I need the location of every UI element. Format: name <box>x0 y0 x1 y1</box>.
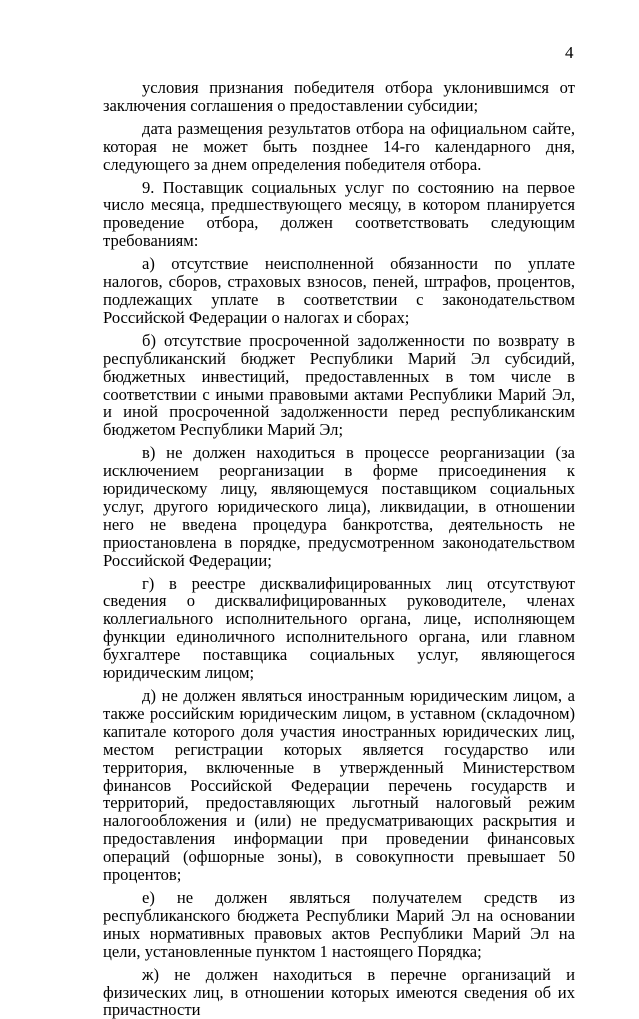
paragraph-b-debt: б) отсутствие просроченной задолженности по возврату в республиканский бюджет Республики Марий Эл субсидий, бюджетных инвестиций, предоставленных в том числе в соответствии с иными правовыми актами Республики Марий Эл, и иной просроченной задолженности перед республиканским бюджетом Республики Марий Эл; <box>103 330 575 440</box>
paragraph-9-requirements: 9. Поставщик социальных услуг по состоянию на первое число месяца, предшествующего месяцу, в котором планируется проведение отбора, должен соответствовать следующим требованиям: <box>103 177 575 251</box>
paragraph-winner-evasion: условия признания победителя отбора уклонившимся от заключения соглашения о предоставлении субсидии; <box>103 78 575 115</box>
page-number: 4 <box>565 43 574 62</box>
document-body <box>103 79 575 1019</box>
paragraph-g-disqualified: г) в реестре дисквалифицированных лиц отсутствуют сведения о дисквалифицированных руководителе, членах коллегиального исполнительного органа, лице, исполняющем функции единоличного исполнительного органа, или главном бухгалтере поставщика социальных услуг, являющегося юридическим лицом; <box>103 573 575 683</box>
paragraph-v-reorganization: в) не должен находиться в процессе реорганизации (за исключением реорганизации в форме присоединения к юридическому лицу, являющемуся поставщиком социальных услуг, другого юридического лица), ликвидации, в отношении него не введена процедура банкротства, деятельность не приостановлена в порядке, предусмотренном законодательством Российской Федерации; <box>103 443 575 570</box>
paragraph-e-recipient: е) не должен являться получателем средств из республиканского бюджета Республики Марий Эл на основании иных нормативных правовых актов Республики Марий Эл на цели, установленные пунктом 1 настоящего Порядка; <box>103 887 575 961</box>
paragraph-a-taxes: а) отсутствие неисполненной обязанности по уплате налогов, сборов, страховых взносов, пеней, штрафов, процентов, подлежащих уплате в соответствии с законодательством Российской Федерации о налогах и сборах; <box>103 254 575 327</box>
paragraph-d-foreign: д) не должен являться иностранным юридическим лицом, а также российским юридическим лицом, в уставном (складочном) капитале которого доля участия иностранных юридических лиц, местом регистрации которых является государство или территория, включенные в утвержденный Министерством финансов Российской Федерации перечень государств и территорий, предоставляющих льготный налоговый режим налогообложения и (или) не предусматривающих раскрытия и предоставления информации при проведении финансовых операций (офшорные зоны), в совокупности превышает 50 процентов; <box>103 686 575 885</box>
paragraph-zh-list: ж) не должен находиться в перечне организаций и физических лиц, в отношении которых имеются сведения об их причастности <box>103 964 575 1019</box>
paragraph-results-date: дата размещения результатов отбора на официальном сайте, которая не может быть позднее 14-го календарного дня, следующего за днем определения победителя отбора. <box>103 118 575 174</box>
